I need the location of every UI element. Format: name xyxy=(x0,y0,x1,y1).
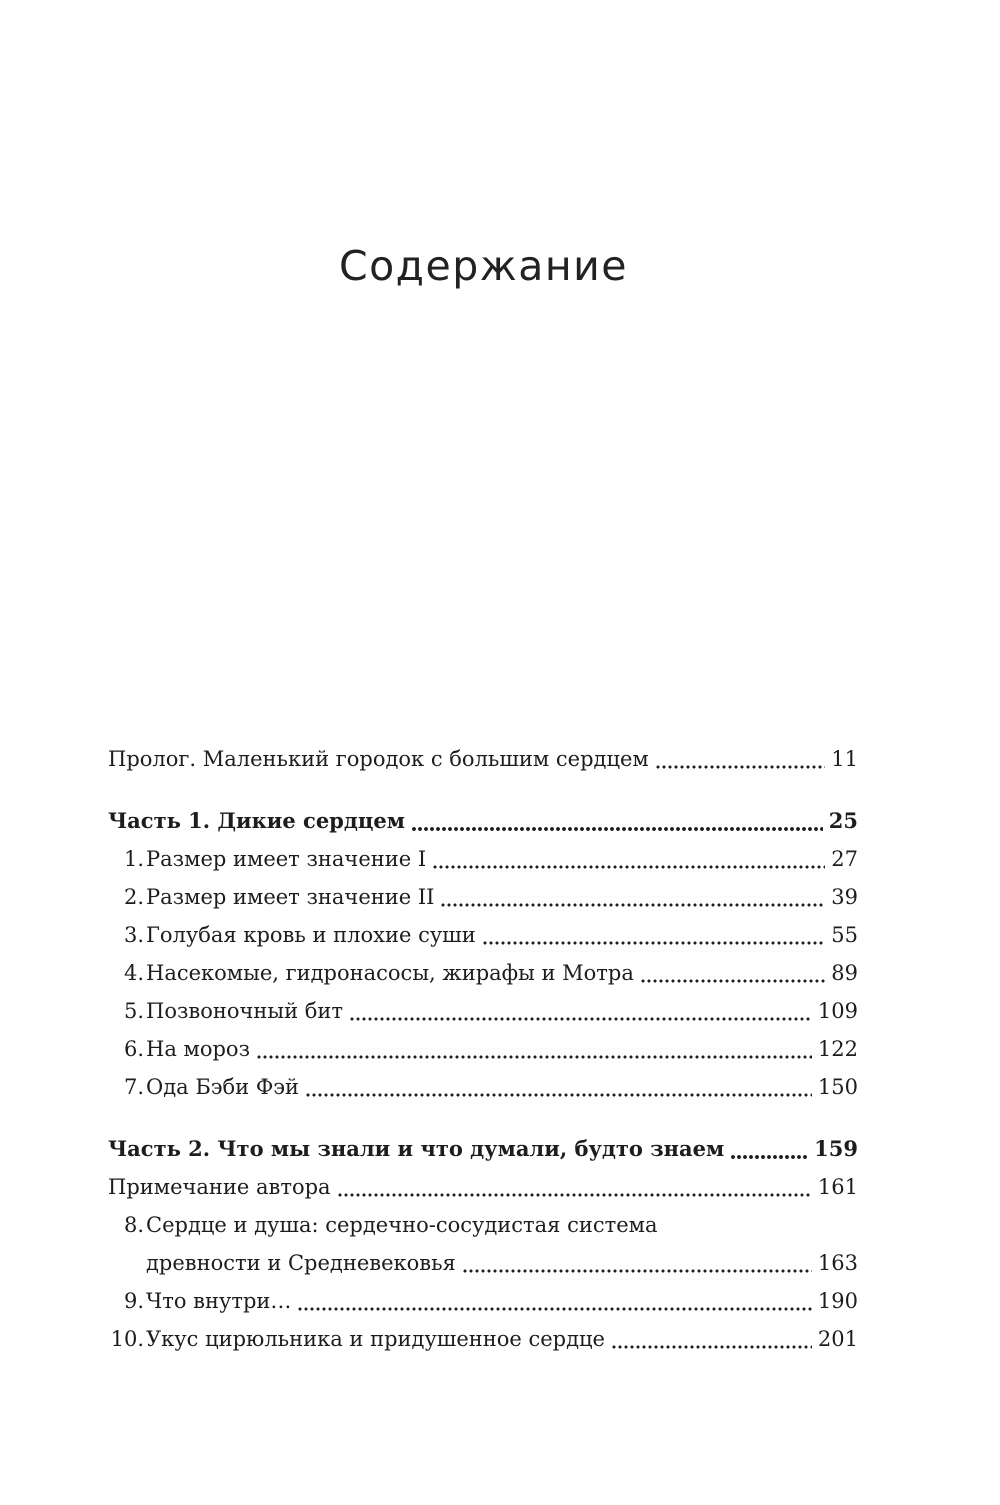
toc-page-number: 163 xyxy=(817,1251,858,1275)
toc-page-number: 89 xyxy=(831,961,858,985)
toc-entry-prologue[interactable] xyxy=(108,740,858,778)
dot-leader xyxy=(440,903,825,907)
dot-leader xyxy=(337,1193,812,1197)
chapter-number: 3. xyxy=(123,923,144,947)
chapter-number: 6. xyxy=(123,1037,144,1061)
toc-entry-label: Примечание автора xyxy=(108,1175,331,1199)
chapter-number: 2. xyxy=(123,885,144,909)
toc-entry-chapter-4[interactable] xyxy=(108,954,858,992)
dot-leader xyxy=(482,941,826,945)
chapter-number: 1. xyxy=(123,847,144,871)
chapter-number: 7. xyxy=(123,1075,144,1099)
toc-page-number: 11 xyxy=(831,747,858,771)
toc-entry-label: Часть 1. Дикие сердцем xyxy=(108,808,405,833)
toc-page-number: 39 xyxy=(831,885,858,909)
dot-leader xyxy=(411,827,823,831)
toc-entry-chapter-8[interactable] xyxy=(108,1206,858,1244)
toc-entry-part2[interactable] xyxy=(108,1130,858,1168)
toc-entry-chapter-7[interactable] xyxy=(108,1068,858,1106)
toc-page-number: 201 xyxy=(817,1327,858,1351)
toc-page-number: 190 xyxy=(817,1289,858,1313)
dot-leader xyxy=(611,1345,812,1349)
toc-entry-label: Ода Бэби Фэй xyxy=(146,1075,300,1099)
dot-leader xyxy=(305,1093,812,1097)
dot-leader xyxy=(349,1017,812,1021)
toc-entry-author-note[interactable] xyxy=(108,1168,858,1206)
toc-page-number: 159 xyxy=(814,1136,858,1161)
toc-entry-chapter-8-continued[interactable] xyxy=(108,1244,858,1282)
toc-entry-chapter-2[interactable] xyxy=(108,878,858,916)
chapter-number: 10. xyxy=(110,1327,144,1351)
toc-entry-chapter-5[interactable] xyxy=(108,992,858,1030)
toc-entry-label: Насекомые, гидронасосы, жирафы и Мотра xyxy=(146,961,634,985)
toc-entry-label: Размер имеет значение II xyxy=(146,885,435,909)
toc-entry-label: Что внутри… xyxy=(146,1289,292,1313)
dot-leader xyxy=(432,865,825,869)
table-of-contents xyxy=(108,740,858,1358)
chapter-number: 9. xyxy=(123,1289,144,1313)
toc-entry-label: Голубая кровь и плохие суши xyxy=(146,923,476,947)
toc-entry-label: Позвоночный бит xyxy=(146,999,344,1023)
toc-page-number: 25 xyxy=(828,808,858,833)
toc-entry-label: Пролог. Маленький городок с большим сердцем xyxy=(108,747,649,771)
toc-entry-label: На мороз xyxy=(146,1037,251,1061)
toc-page-number: 122 xyxy=(817,1037,858,1061)
toc-entry-chapter-3[interactable] xyxy=(108,916,858,954)
dot-leader xyxy=(730,1155,808,1159)
dot-leader xyxy=(462,1269,812,1273)
page-title: Содержание xyxy=(338,242,629,290)
toc-entry-part1[interactable] xyxy=(108,802,858,840)
dot-leader xyxy=(640,979,825,983)
toc-entry-label: Укус цирюльника и придушенное сердце xyxy=(146,1327,605,1351)
chapter-number: 4. xyxy=(123,961,144,985)
dot-leader xyxy=(655,765,826,769)
toc-entry-chapter-6[interactable] xyxy=(108,1030,858,1068)
toc-entry-label: Сердце и душа: сердечно-сосудистая система xyxy=(146,1213,658,1237)
toc-entry-chapter-9[interactable] xyxy=(108,1282,858,1320)
toc-page-number: 161 xyxy=(817,1175,858,1199)
toc-page-number: 150 xyxy=(817,1075,858,1099)
toc-page-number: 109 xyxy=(817,999,858,1023)
toc-entry-label: Часть 2. Что мы знали и что думали, будто знаем xyxy=(108,1136,725,1161)
chapter-number: 5. xyxy=(123,999,144,1023)
chapter-number: 8. xyxy=(123,1213,144,1237)
toc-entry-label: Размер имеет значение I xyxy=(146,847,427,871)
toc-entry-chapter-1[interactable] xyxy=(108,840,858,878)
dot-leader xyxy=(256,1055,812,1059)
toc-page-number: 55 xyxy=(831,923,858,947)
toc-entry-chapter-10[interactable] xyxy=(108,1320,858,1358)
toc-page-number: 27 xyxy=(831,847,858,871)
toc-entry-label: древности и Средневековья xyxy=(146,1251,456,1275)
dot-leader xyxy=(297,1307,812,1311)
